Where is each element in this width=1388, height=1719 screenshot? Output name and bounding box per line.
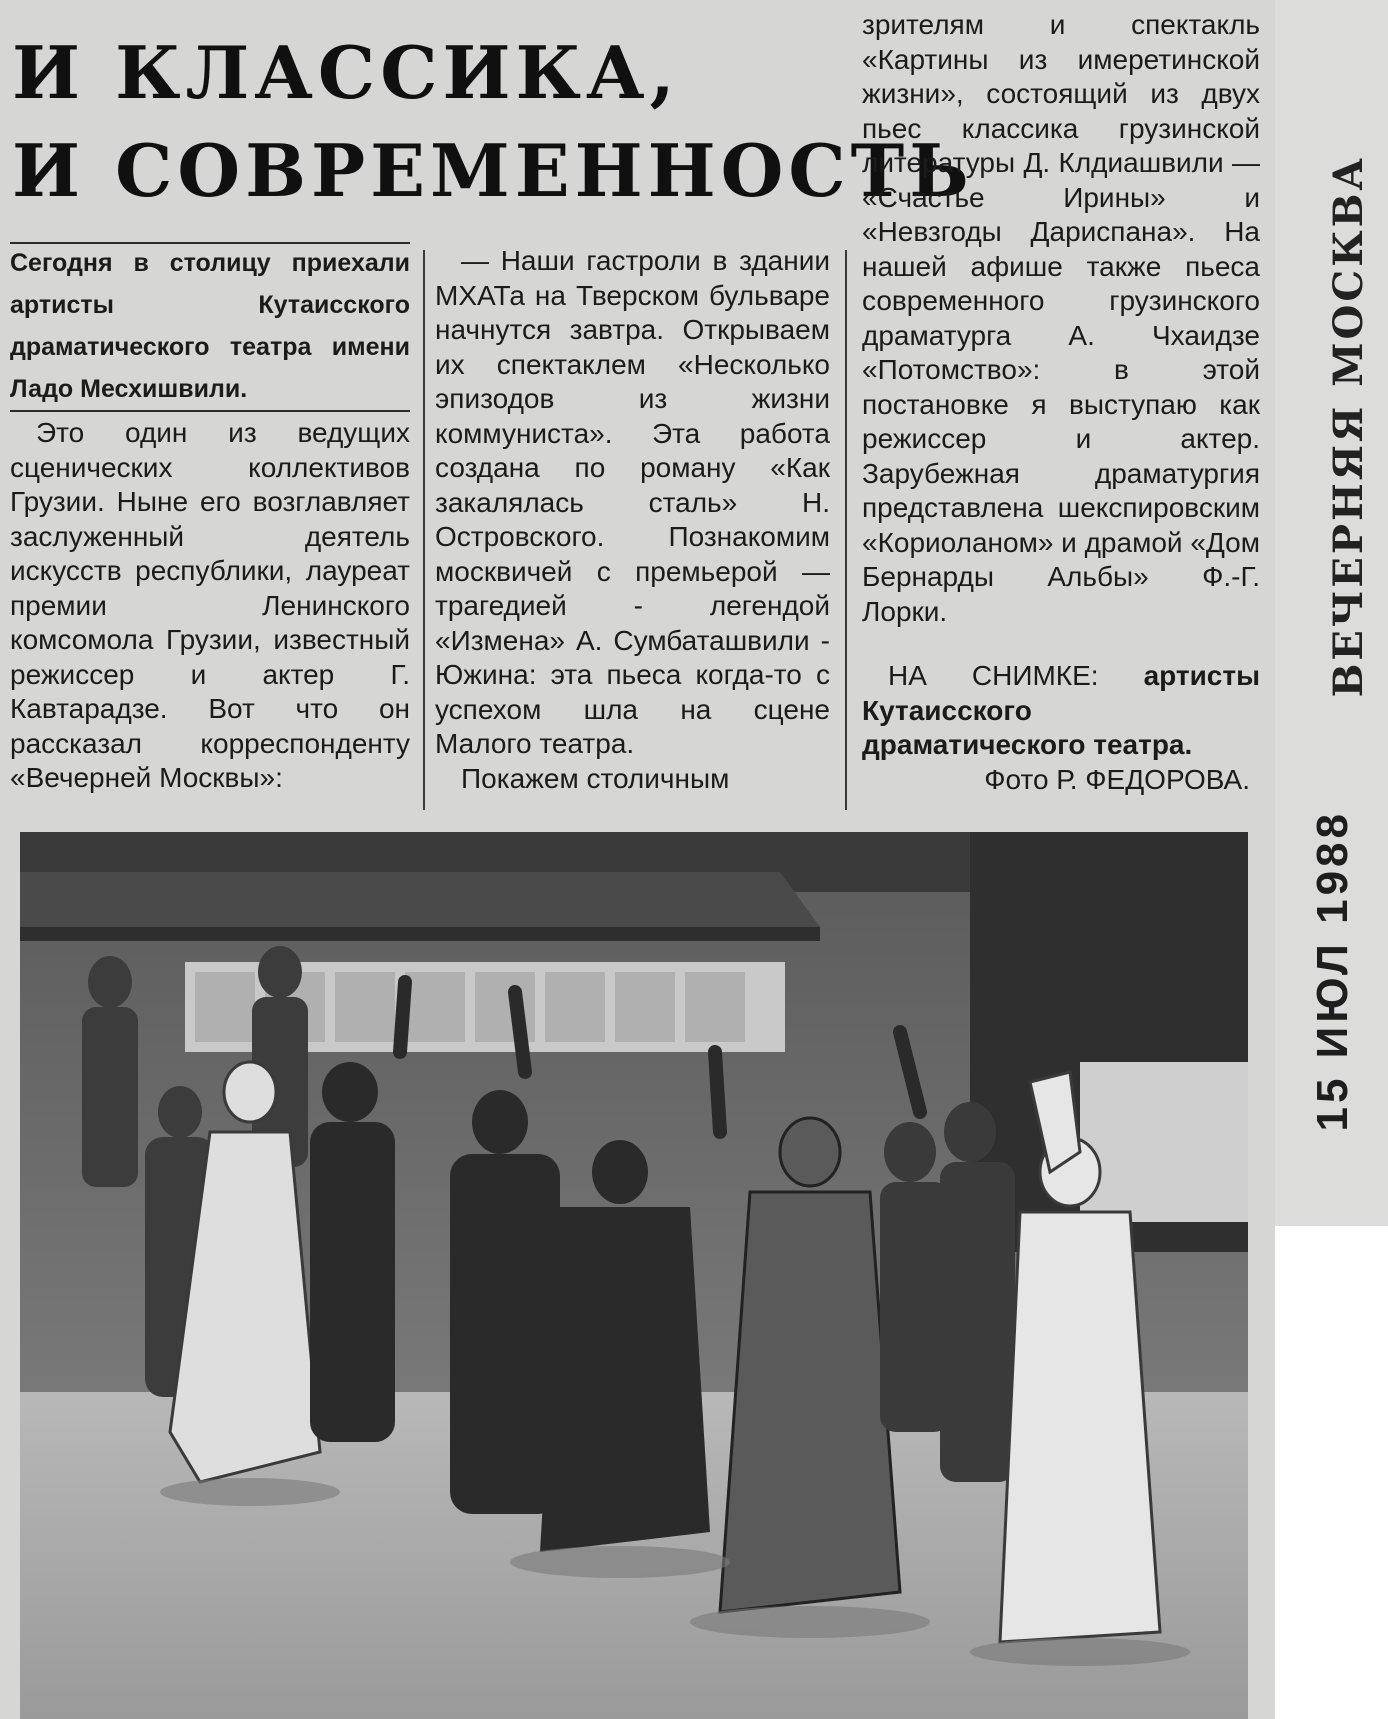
photo-illustration xyxy=(20,832,1248,1719)
date-stamp: 15 ИЮЛ 1988 xyxy=(1308,810,1357,1132)
article-column-2 xyxy=(435,244,830,796)
column-divider-2 xyxy=(845,250,847,810)
newspaper-masthead-stamp: ВЕЧЕРНЯЯ МОСКВА xyxy=(1325,155,1372,698)
article-lead: Сегодня в столицу приехали артисты Кутаисского драматического театра имени Ладо Месхишвили. xyxy=(10,242,410,410)
headline-line-2: И СОВРЕМЕННОСТЬ xyxy=(12,128,974,213)
article-col2-para-1: — Наши гастроли в здании МХАТа на Тверском бульваре начнутся завтра. Открываем их спектаклем «Несколько эпизодов из жизни коммуниста». Эта работа создана по роману «Как закалялась сталь» Н. Островского. Познакомим москвичей с премьерой — трагедией - легендой «Измена» А. Сумбаташвили - Южина: эта пьеса когда-то с успехом шла на сцене Малого театра. xyxy=(435,245,830,759)
article-col2-para-2: Покажем столичным xyxy=(461,762,730,794)
headline-line-1: И КЛАССИКА, xyxy=(12,30,680,115)
article-col1-body: Это один из ведущих сценических коллективов Грузии. Ныне его возглавляет заслуженный деятель искусств республики, лауреат премии Ленинского комсомола Грузии, известный режиссер и актер Г. Кавтарадзе. Вот что он рассказал корреспонденту «Вечерней Москвы»: xyxy=(10,417,410,793)
caption-label: НА СНИМКЕ: xyxy=(888,660,1099,691)
photo-credit: Фото Р. ФЕДОРОВА. xyxy=(984,763,1250,795)
article-column-1 xyxy=(10,242,410,796)
caption-text: артисты Кутаисского драматического театра. xyxy=(862,660,1260,760)
article-col3-body: зрителям и спектакль «Картины из имеретинской жизни», состоящий из двух пьес классика грузинской литературы Д. Клдиашвили — «Счастье Ирины» и «Невзгоды Дариспана». На нашей афише также пьеса современного грузинского драматурга А. Чхаидзе «Потомство»: в этой постановке я выступаю как режиссер и актер. Зарубежная драматургия представлена шекспировским «Кориоланом» и драмой «Дом Бернарды Альбы» Ф.-Г. Лорки. xyxy=(862,9,1260,627)
article-column-3 xyxy=(862,8,1260,797)
photo-caption xyxy=(862,659,1260,763)
column-divider-1 xyxy=(423,250,425,810)
group-photo xyxy=(20,832,1248,1719)
